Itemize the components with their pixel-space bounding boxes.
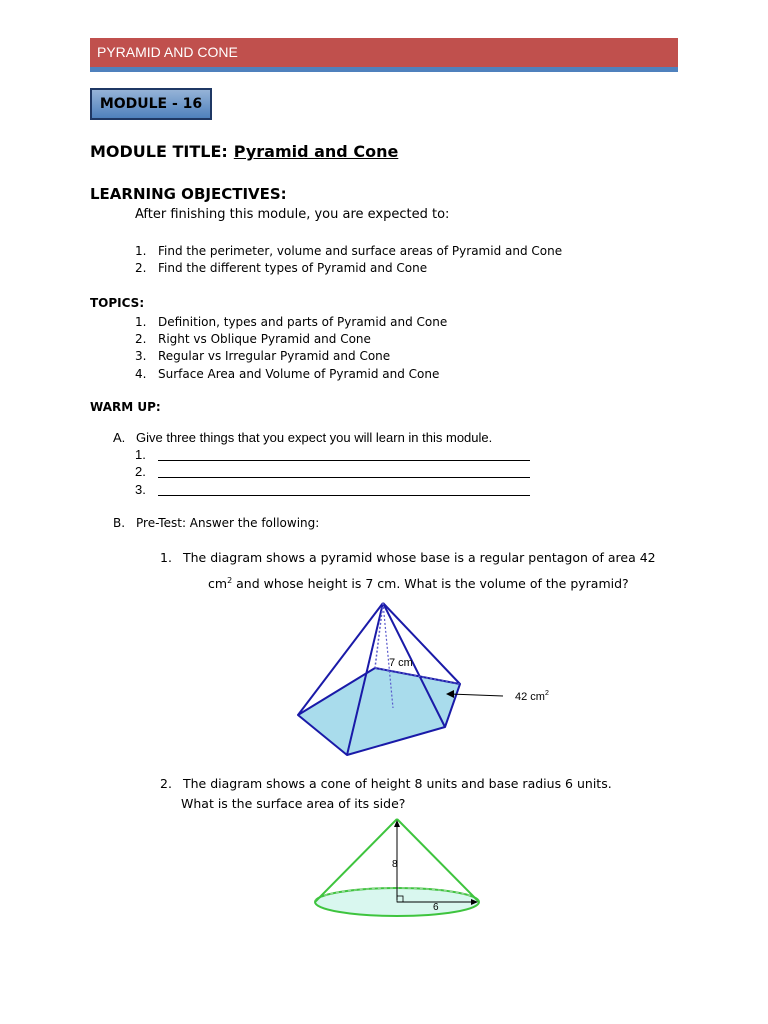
warmup-b: B. Pre-Test: Answer the following: <box>113 516 320 530</box>
pyramid-height-label: 7 cm <box>389 657 413 669</box>
question-2-line2: What is the surface area of its side? <box>181 796 406 811</box>
warmup-a: A. Give three things that you expect you will learn in this module. <box>113 430 493 445</box>
module-title-value: Pyramid and Cone <box>233 142 399 161</box>
topic-item: 2. Right vs Oblique Pyramid and Cone <box>135 332 371 346</box>
answer-line[interactable] <box>158 448 530 461</box>
warmup-heading: WARM UP: <box>90 400 161 414</box>
question-2-line1: 2. The diagram shows a cone of height 8 units and base radius 6 units. <box>160 776 612 791</box>
topics-heading: TOPICS: <box>90 296 145 310</box>
answer-blank[interactable]: 3. <box>135 482 530 497</box>
objectives-intro: After finishing this module, you are expected to: <box>135 207 450 222</box>
question-1-line2: $cm^2$ and whose height is 7 cm. What is the volume of the pyramid? <box>208 576 629 592</box>
topic-item: 1. Definition, types and parts of Pyramid and Cone <box>135 315 448 329</box>
cone-diagram <box>300 812 500 924</box>
header-title: PYRAMID AND CONE <box>97 44 238 60</box>
objectives-heading: LEARNING OBJECTIVES: <box>90 185 287 203</box>
module-title-label: MODULE TITLE: <box>90 142 228 161</box>
question-1-line1: 1. The diagram shows a pyramid whose base is a regular pentagon of area 42 <box>160 550 656 565</box>
pyramid-area-label: 42 $cm^2$ <box>515 690 549 703</box>
module-title <box>90 142 398 161</box>
cone-height-label: 8 <box>392 859 398 870</box>
module-badge: MODULE - 16 <box>90 88 212 120</box>
cone-radius-label: 6 <box>433 902 439 913</box>
topic-item: 3. Regular vs Irregular Pyramid and Cone <box>135 349 391 363</box>
answer-line[interactable] <box>158 465 530 478</box>
answer-blank[interactable]: 1. <box>135 447 530 462</box>
answer-blank[interactable]: 2. <box>135 464 530 479</box>
pyramid-diagram <box>285 600 565 762</box>
objective-item: 1. Find the perimeter, volume and surface areas of Pyramid and Cone <box>135 244 563 258</box>
answer-line[interactable] <box>158 483 530 496</box>
objective-item: 2. Find the different types of Pyramid and Cone <box>135 261 428 275</box>
header-bar <box>90 38 678 72</box>
topic-item: 4. Surface Area and Volume of Pyramid and Cone <box>135 367 440 381</box>
